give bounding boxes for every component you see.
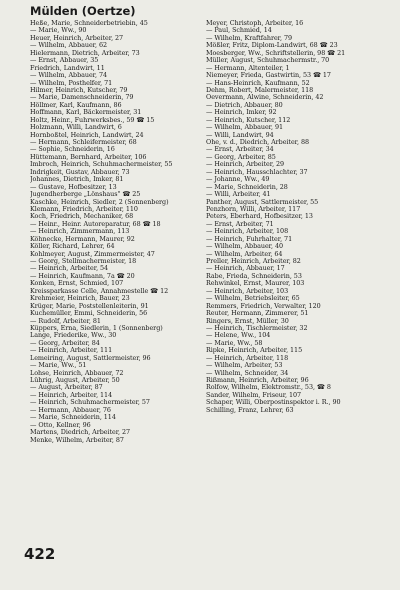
directory-entry: Krehmeier, Heinrich, Bauer, 23 [30, 295, 130, 303]
directory-entry: — Heinrich, Schuhmachermeister, 57 [30, 399, 150, 407]
directory-entry: — Wilhelm, Arbeiter, 64 [206, 250, 283, 258]
directory-entry: Holtz, Heinr., Fuhrwerksbes., 59 ☎ 15 [30, 116, 155, 124]
directory-entry: — Rudolf, Arbeiter, 81 [30, 317, 101, 325]
directory-entry: Heße, Marie, Schneiderbetriebin, 45 [30, 20, 148, 27]
directory-entry: — Wilhelm, Betriebsleiter, 65 [206, 295, 300, 303]
directory-entry: Indrigkeit, Gustav, Abbauer, 73 [30, 168, 130, 176]
directory-entry: Rehwinkel, Ernst, Maurer, 103 [206, 280, 305, 288]
directory-entry: Lührig, August, Arbeiter, 50 [30, 377, 120, 384]
directory-entry: Peters, Eberhard, Hofbesitzer, 13 [206, 213, 313, 221]
directory-entry: Krüger, Marie, Poststellenleiterin, 91 [30, 302, 149, 310]
directory-entry: Köhnecke, Hermann, Maurer, 92 [30, 235, 135, 243]
directory-entry: Rißmann, Heinrich, Arbeiter, 96 [206, 377, 309, 384]
right-column [206, 20, 396, 414]
directory-entry: Remmers, Friedrich, Verwalter, 120 [206, 302, 321, 310]
directory-entry: — Wilhelm, Schneider, 34 [206, 369, 289, 377]
directory-entry: — Hermann, Altenteiler, 1 [206, 64, 290, 72]
directory-entry: — Heinrich, Abbauer, 17 [206, 265, 285, 273]
directory-entry: Schilling, Franz, Lehrer, 63 [206, 406, 294, 414]
directory-entry: Klemann, Friedrich, Arbeiter, 110 [30, 205, 138, 213]
directory-entry: Köller, Richard, Lehrer, 64 [30, 243, 115, 251]
directory-entry: — Otto, Kellner, 96 [30, 421, 91, 429]
directory-entry: — Heinrich, Arbeiter, 111 [30, 347, 113, 355]
directory-entry: Menke, Wilhelm, Arbeiter, 87 [30, 436, 124, 444]
directory-entry: — Heinrich, Kaufmann, 7a ☎ 20 [30, 272, 135, 280]
directory-entry: — Ernst, Arbeiter, 34 [206, 146, 274, 154]
directory-entry: — Wilhelm, Abbauer, 91 [206, 124, 283, 132]
directory-entry: Ripke, Heinrich, Arbeiter, 115 [206, 347, 303, 355]
directory-entry: Hilmer, Heinrich, Kutscher, 79 [30, 86, 128, 94]
directory-entry: — Heinrich, Arbeiter, 118 [206, 354, 289, 362]
directory-entry: Konken, Ernst, Schmied, 107 [30, 280, 124, 288]
directory-entry: — Willi, Arbeiter, 41 [206, 191, 271, 199]
directory-entry: — Marie, Schneiderin, 28 [206, 183, 288, 191]
directory-entry: Müller, August, Schuhmachermstr., 70 [206, 57, 330, 65]
directory-entry: — Georg, Arbeiter, 84 [30, 339, 100, 347]
directory-entry: — Gustave, Hofbesitzer, 13 [30, 183, 117, 191]
directory-entry: Martens, Diedrich, Arbeiter, 27 [30, 429, 131, 437]
directory-entry: — Marie, Damenschneiderin, 79 [30, 94, 134, 102]
directory-entry: Schaper, Willi, Oberpostinspektor i. R., 90 [206, 399, 341, 407]
directory-entry: — Ernst, Arbeiter, 71 [206, 220, 274, 228]
directory-entry: Penzhorn, Willi, Arbeiter, 117 [206, 205, 301, 213]
directory-entry: — Heinr., Heinr. Autoreparatur, 68 ☎ 18 [30, 220, 161, 228]
directory-entry: Preller, Heinrich, Arbeiter, 82 [206, 258, 301, 265]
directory-entry: Panther, August, Sattlermeister, 55 [206, 198, 319, 206]
directory-entry: — Heinrich, Arbeiter, 29 [206, 161, 285, 169]
directory-entry: — Heinrich, Kutscher, 112 [206, 116, 291, 124]
directory-entry: Küppers, Erna, Siedlerin, 1 (Sonnenberg) [30, 324, 163, 332]
directory-entry: — Heinrich, Zimmermann, 113 [30, 228, 130, 236]
directory-entry: Sander, Wilhelm, Friseur, 107 [206, 391, 302, 399]
directory-entry: Meyer, Christoph, Arbeiter, 16 [206, 20, 304, 27]
directory-entry: — Hermann, Schleifermeister, 68 [30, 139, 137, 146]
directory-entry: — Georg, Stellmachermeister, 18 [30, 258, 137, 265]
directory-entry: — Paul, Schmied, 14 [206, 27, 272, 35]
directory-entry: Heuer, Heinrich, Arbeiter, 27 [30, 34, 124, 42]
directory-entry: Kreissparkasse Celle, Annahmestelle ☎ 12 [30, 287, 169, 295]
directory-entry: — Heinrich, Arbeiter, 108 [206, 228, 289, 236]
directory-entry: — Johanne, Ww., 49 [206, 176, 270, 184]
directory-entry: Hornboßtel, Heinrich, Landwirt, 24 [30, 131, 144, 139]
directory-entry: — Heinrich, Tischlermeister, 32 [206, 324, 308, 332]
directory-entry: Ohe, v. d., Diedrich, Arbeiter, 88 [206, 139, 309, 146]
directory-entry: Friedrich, Landwirt, 11 [30, 64, 105, 72]
directory-entry: Imbroch, Heinrich, Schuhmachermeister, 55 [30, 161, 173, 169]
directory-entry: Kuchemüller, Emmi, Schneiderin, 56 [30, 310, 148, 318]
directory-entry: Moesberger, Ww., Schriftstellerin, 98 ☎ 21 [206, 49, 346, 57]
directory-entry: — Georg, Arbeiter, 85 [206, 153, 276, 161]
directory-entry: — Willi, Landwirt, 94 [206, 131, 274, 139]
directory-entry: — August, Arbeiter, 87 [30, 384, 103, 392]
directory-entry: — Wilhelm, Posthelfer, 71 [30, 79, 113, 87]
directory-entry: Höllmer, Karl, Kaufmann, 86 [30, 101, 122, 109]
directory-entry: Holzmann, Willi, Landwirt, 6 [30, 124, 122, 132]
directory-entry: Hüttemann, Bernhard, Arbeiter, 106 [30, 153, 147, 161]
directory-entry: — Wilhelm, Abbauer, 40 [206, 243, 283, 251]
page-number: 422 [24, 545, 56, 563]
directory-entry: — Hans-Heinrich, Kaufmann, 52 [206, 79, 310, 87]
directory-entry: Jugendherberge „Lönshaus" ☎ 25 [30, 191, 141, 199]
directory-entry: Lohse, Heinrich, Abbauer, 72 [30, 369, 124, 377]
directory-entry: Ringers, Ernst, Müller, 30 [206, 317, 289, 325]
directory-entry: Johannes, Dietrich, Imker, 81 [30, 176, 124, 184]
directory-entry: — Heinrich, Arbeiter, 103 [206, 287, 289, 295]
directory-entry: — Wilhelm, Kraftfahrer, 79 [206, 34, 292, 42]
directory-entry: — Heinrich, Arbeiter, 114 [30, 391, 113, 399]
directory-entry: — Marie, Schneiderin, 114 [30, 414, 116, 422]
directory-entry: — Dietrich, Abbauer, 80 [206, 101, 283, 109]
left-column [30, 20, 210, 444]
directory-entry: Rolfow, Wilhelm, Elektromstr., 53, ☎ 8 [206, 384, 331, 392]
directory-entry: Lemeiring, August, Sattlermeister, 96 [30, 354, 151, 362]
page-header: Mülden (Oertze) [30, 4, 136, 18]
directory-entry: — Heinrich, Arbeiter, 54 [30, 265, 109, 273]
directory-entry: — Wilhelm, Arbeiter, 53 [206, 362, 283, 370]
directory-entry: Rabe, Frieda, Schneiderin, 53 [206, 272, 302, 280]
directory-entry: — Helene, Ww., 104 [206, 332, 271, 340]
directory-entry: Niemeyer, Frieda, Gastwirtin, 53 ☎ 17 [206, 72, 331, 80]
directory-entry: — Marie, Ww., 58 [206, 339, 263, 347]
directory-entry: Kaschke, Heinrich, Siedler, 2 (Sonnenberg) [30, 198, 169, 206]
directory-entry: Lange, Friederike, Ww., 30 [30, 332, 117, 340]
directory-entry: — Marie, Ww., 51 [30, 362, 87, 370]
directory-entry: — Hermann, Abbauer, 76 [30, 406, 111, 414]
directory-entry: — Heinrich, Fuhrhalter, 71 [206, 235, 293, 243]
directory-entry: Hielermann, Dietrich, Arbeiter, 73 [30, 49, 140, 57]
directory-entry: — Heinrich, Hausschlachter, 37 [206, 168, 308, 176]
directory-entry: Dehm, Robert, Malermeister, 118 [206, 86, 314, 94]
directory-entry: Mößler, Fritz, Diplom-Landwirt, 68 ☎ 23 [206, 42, 338, 50]
directory-entry: — Wilhelm, Abbauer, 62 [30, 42, 107, 50]
directory-entry: Oevermann, Alwine, Schneiderin, 42 [206, 94, 324, 102]
directory-entry: Reuter, Hermann, Zimmerer, 51 [206, 310, 309, 318]
directory-entry: — Wilhelm, Abbauer, 74 [30, 72, 107, 80]
directory-entry: — Ernst, Abbauer, 35 [30, 57, 99, 65]
directory-entry: Koch, Friedrich, Mechaniker, 68 [30, 213, 134, 221]
directory-entry: — Marie, Ww., 90 [30, 27, 87, 35]
directory-entry: Kohlmeyer, August, Zimmermeister, 47 [30, 250, 155, 258]
directory-entry: Hoffmann, Karl, Bäckermeister, 31 [30, 109, 142, 117]
directory-entry: — Sophie, Schneiderin, 16 [30, 146, 115, 154]
directory-entry: — Heinrich, Imker, 92 [206, 109, 277, 117]
